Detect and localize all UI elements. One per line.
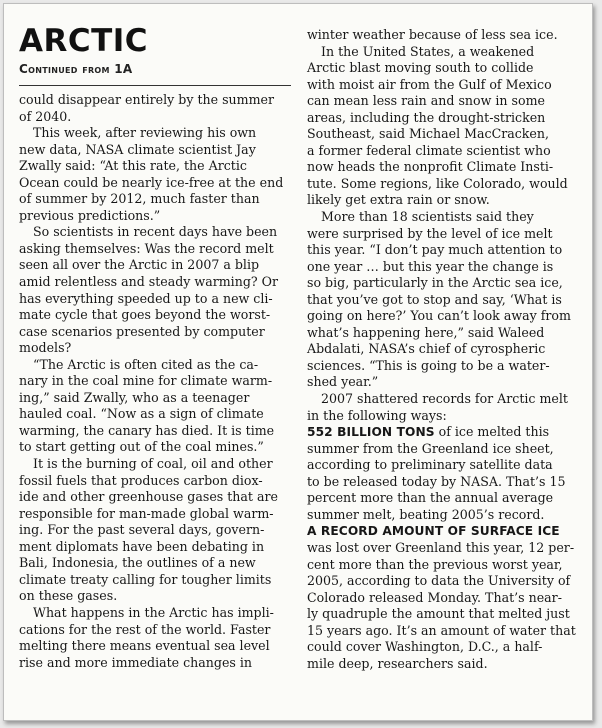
right-column-line	[307, 573, 579, 590]
right-column-line	[307, 209, 579, 226]
line-text: Arctic blast moving south to collide	[307, 60, 534, 76]
left-column-line	[19, 191, 293, 208]
right-column-line	[307, 226, 579, 243]
line-text: ly quadruple the amount that melted just	[307, 606, 570, 622]
line-text: So scientists in recent days have been	[33, 224, 278, 240]
right-column-line	[307, 126, 579, 143]
line-text: This week, after reviewing his own	[33, 125, 257, 141]
left-column-line	[19, 439, 293, 456]
line-text: that you’ve got to stop and say, ‘What is	[307, 291, 562, 307]
right-column-line	[307, 93, 579, 110]
right-column-line	[307, 358, 579, 375]
line-text: summer melt, beating 2005’s record.	[307, 506, 545, 522]
left-column-line	[19, 555, 293, 572]
line-text: shed year.”	[307, 374, 379, 390]
line-text: likely get extra rain or snow.	[307, 192, 490, 208]
right-column-line	[307, 308, 579, 325]
line-text: one year … but this year the change is	[307, 258, 554, 274]
right-column-line	[307, 192, 579, 209]
left-column-line	[19, 456, 293, 473]
line-text: Zwally said: “At this rate, the Arctic	[19, 158, 247, 174]
line-text: asking themselves: Was the record melt	[19, 240, 274, 256]
right-column-line	[307, 325, 579, 342]
bold-lead-in: A RECORD AMOUNT OF SURFACE ICE	[307, 524, 560, 539]
left-column-line	[19, 357, 293, 374]
continued-from-line: Continued from 1A	[19, 62, 133, 76]
left-column-line	[19, 522, 293, 539]
left-column-line	[19, 109, 293, 126]
line-text: responsible for man-made global warm-	[19, 505, 274, 521]
left-column-line	[19, 92, 293, 109]
line-text: seen all over the Arctic in 2007 a blip	[19, 257, 260, 273]
left-column-line	[19, 489, 293, 506]
left-column-line	[19, 655, 293, 672]
line-text: “The Arctic is often cited as the ca-	[33, 356, 259, 372]
right-column-line	[307, 623, 579, 640]
line-text: Ocean could be nearly ice-free at the end	[19, 174, 284, 190]
line-text: cent more than the previous worst year,	[307, 556, 563, 572]
line-text: 2005, according to data the University of	[307, 573, 571, 589]
left-column-line	[19, 175, 293, 192]
line-text: to be released today by NASA. That’s 15	[307, 473, 566, 489]
line-text: this year. “I don’t pay much attention to	[307, 242, 563, 258]
line-text: What happens in the Arctic has impli-	[33, 604, 274, 620]
line-text: Abdalati, NASA’s chief of cyrospheric	[307, 341, 546, 357]
left-column-line	[19, 291, 293, 308]
left-column-line	[19, 158, 293, 175]
line-text: previous predictions.”	[19, 207, 161, 223]
right-column-line	[307, 656, 579, 673]
line-text: melting there means eventual sea level	[19, 638, 270, 654]
line-text: winter weather because of less sea ice.	[307, 27, 558, 42]
line-text: percent more than the annual average	[307, 490, 554, 506]
newspaper-clipping	[3, 3, 593, 721]
line-text: summer from the Greenland ice sheet,	[307, 440, 554, 456]
line-text: rise and more immediate changes in	[19, 654, 253, 670]
left-column-line	[19, 622, 293, 639]
line-text: warming, the canary has died. It is time	[19, 422, 275, 438]
line-text: tute. Some regions, like Colorado, would	[307, 175, 568, 191]
line-text: In the United States, a weakened	[321, 43, 535, 59]
line-text: could cover Washington, D.C., a half-	[307, 639, 543, 655]
line-text: of summer by 2012, much faster than	[19, 191, 260, 207]
left-column-line	[19, 638, 293, 655]
left-column-line	[19, 588, 293, 605]
line-text: on these gases.	[19, 588, 118, 604]
line-text: was lost over Greenland this year, 12 per-	[307, 539, 575, 555]
left-column-line	[19, 390, 293, 407]
line-text: amid relentless and steady warming? Or	[19, 274, 278, 290]
headline-rule	[19, 85, 291, 86]
right-column-line	[307, 408, 579, 425]
line-text: climate treaty calling for tougher limits	[19, 571, 272, 587]
line-text: Colorado released Monday. That’s near-	[307, 589, 562, 605]
right-column-line	[307, 242, 579, 259]
left-column-line	[19, 340, 293, 357]
line-text: models?	[19, 340, 72, 356]
line-text: to start getting out of the coal mines.”	[19, 439, 264, 455]
right-column-line	[307, 374, 579, 391]
left-column-line	[19, 241, 293, 258]
line-text: now heads the nonprofit Climate Insti-	[307, 159, 554, 175]
headline: ARCTIC	[19, 23, 149, 59]
line-text: were surprised by the level of ice melt	[307, 225, 553, 241]
right-column-line	[307, 490, 579, 507]
right-column-line	[307, 639, 579, 656]
line-text: what’s happening here,” said Waleed	[307, 324, 545, 340]
line-text: with moist air from the Gulf of Mexico	[307, 76, 552, 92]
line-text: can mean less rain and snow in some	[307, 93, 545, 109]
left-column-line	[19, 208, 293, 225]
left-column-line	[19, 324, 293, 341]
line-text: hauled coal. “Now as a sign of climate	[19, 406, 264, 422]
line-text: 15 years ago. It’s an amount of water that	[307, 622, 576, 638]
right-column-line	[307, 143, 579, 160]
right-column-line	[307, 275, 579, 292]
line-text: Southeast, said Michael MacCracken,	[307, 126, 549, 142]
right-column-line	[307, 110, 579, 127]
right-column-line	[307, 424, 579, 441]
left-column-line	[19, 473, 293, 490]
line-text: 2007 shattered records for Arctic melt	[321, 391, 568, 407]
line-text: has everything speeded up to a new cli-	[19, 290, 273, 306]
left-column-line	[19, 274, 293, 291]
right-column-line	[307, 77, 579, 94]
left-column-line	[19, 142, 293, 159]
line-text: according to preliminary satellite data	[307, 457, 553, 473]
line-text: It is the burning of coal, oil and other	[33, 456, 273, 472]
line-text: case scenarios presented by computer	[19, 323, 265, 339]
right-column-line	[307, 259, 579, 276]
right-column-line	[307, 341, 579, 358]
line-text: ing,” said Zwally, who as a teenager	[19, 389, 250, 405]
right-column-line	[307, 557, 579, 574]
right-column-line	[307, 292, 579, 309]
line-text: new data, NASA climate scientist Jay	[19, 141, 256, 157]
right-column-line	[307, 507, 579, 524]
line-text: nary in the coal mine for climate warm-	[19, 373, 273, 389]
right-column-line	[307, 457, 579, 474]
right-column-line	[307, 523, 579, 540]
left-column-line	[19, 605, 293, 622]
right-column-line	[307, 44, 579, 61]
line-text: ide and other greenhouse gases that are	[19, 489, 278, 505]
left-column-line	[19, 257, 293, 274]
right-column	[307, 27, 579, 672]
right-column-line	[307, 606, 579, 623]
left-column-line	[19, 539, 293, 556]
line-text: mate cycle that goes beyond the worst-	[19, 307, 271, 323]
right-column-line	[307, 176, 579, 193]
line-text: More than 18 scientists said they	[321, 209, 534, 225]
line-text: fossil fuels that produces carbon diox-	[19, 472, 263, 488]
right-column-line	[307, 540, 579, 557]
line-text: ing. For the past several days, govern-	[19, 522, 265, 538]
line-text: sciences. “This is going to be a water-	[307, 357, 550, 373]
line-text: Bali, Indonesia, the outlines of a new	[19, 555, 256, 571]
right-column-line	[307, 391, 579, 408]
bold-lead-in: 552 BILLION TONS	[307, 425, 435, 440]
line-text: of 2040.	[19, 108, 72, 124]
left-column-line	[19, 373, 293, 390]
right-column-line	[307, 159, 579, 176]
right-column-line	[307, 27, 579, 44]
left-column-line	[19, 423, 293, 440]
right-column-line	[307, 590, 579, 607]
line-text: ment diplomats have been debating in	[19, 538, 265, 554]
line-text: a former federal climate scientist who	[307, 142, 551, 158]
right-column-line	[307, 474, 579, 491]
line-text: so big, particularly in the Arctic sea ice,	[307, 275, 563, 291]
line-text: going on here?’ You can’t look away from	[307, 308, 571, 324]
left-column-line	[19, 224, 293, 241]
line-text: of ice melted this	[434, 424, 550, 440]
line-text: areas, including the drought-stricken	[307, 109, 546, 125]
left-column-line	[19, 506, 293, 523]
left-column-line	[19, 125, 293, 142]
right-column-line	[307, 441, 579, 458]
line-text: in the following ways:	[307, 407, 447, 423]
line-text: cations for the rest of the world. Faster	[19, 621, 271, 637]
left-column-line	[19, 572, 293, 589]
left-column-line	[19, 307, 293, 324]
line-text: could disappear entirely by the summer	[19, 92, 275, 107]
left-column	[19, 92, 293, 671]
line-text: mile deep, researchers said.	[307, 655, 488, 671]
right-column-line	[307, 60, 579, 77]
left-column-line	[19, 406, 293, 423]
